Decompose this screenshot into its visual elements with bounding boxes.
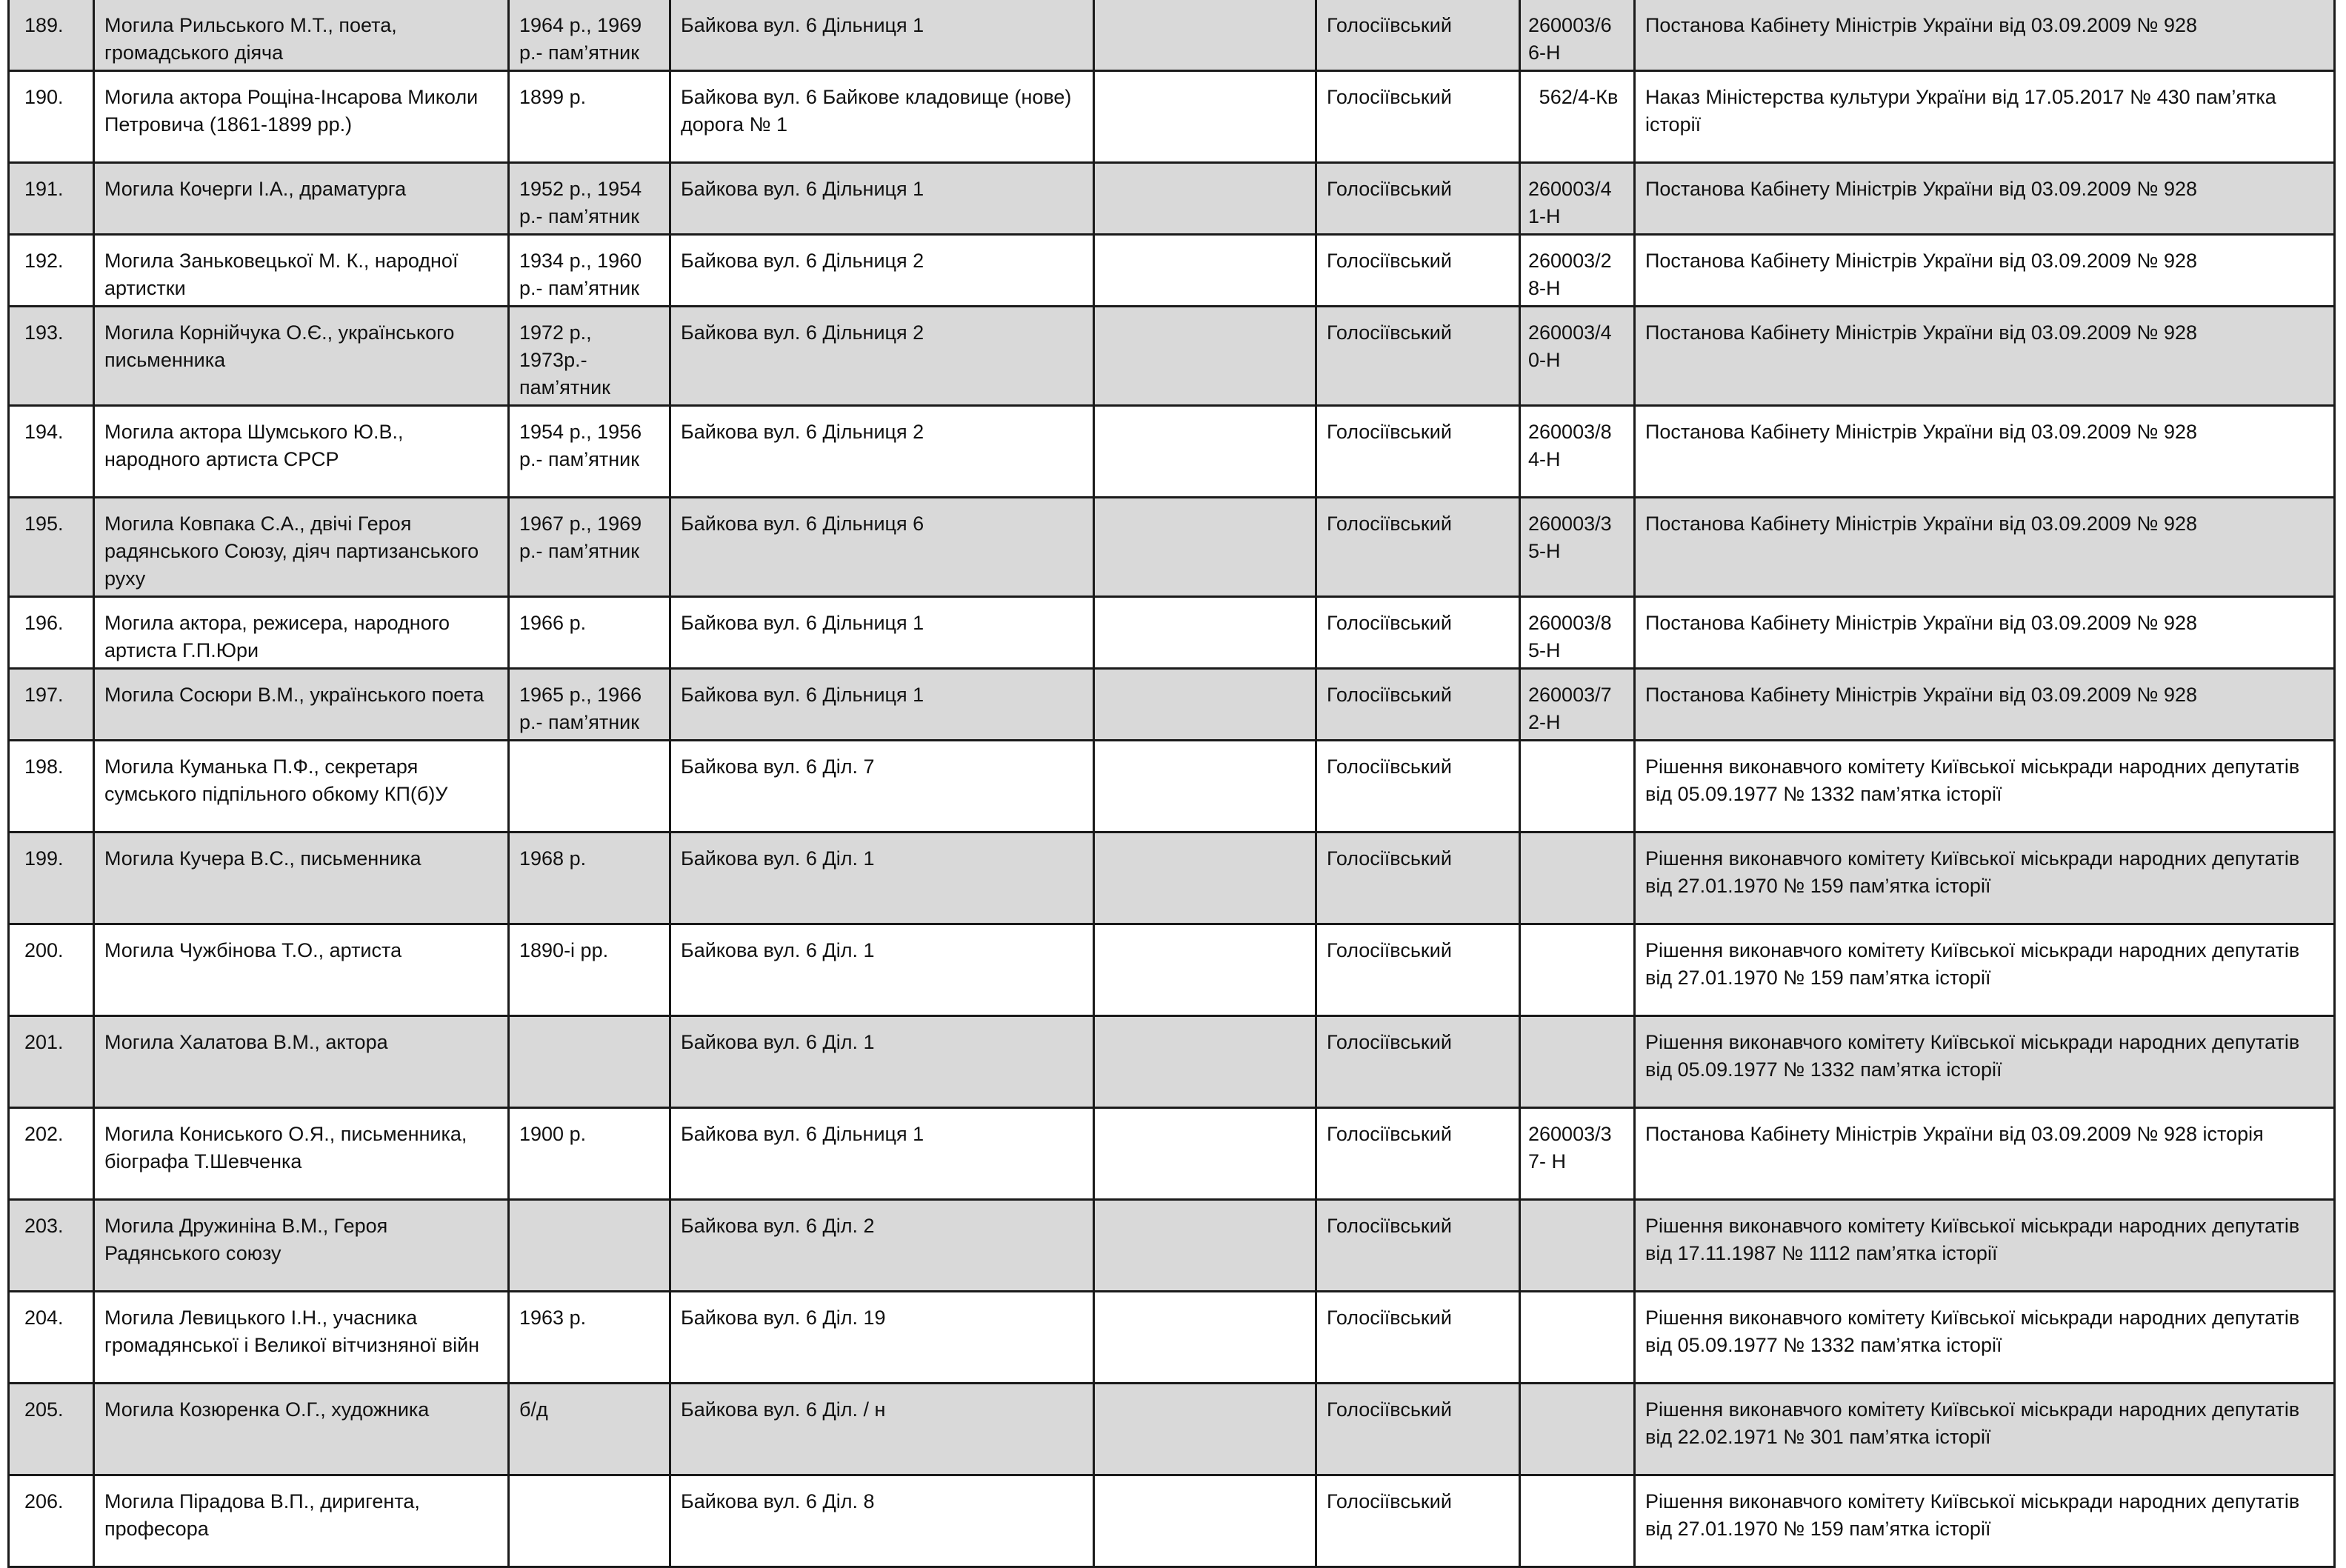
monument-date-cell: 1934 р., 1960 р.- пам’ятник <box>509 235 670 307</box>
legal-document-cell: Постанова Кабінету Міністрів України від 03.09.2009 № 928 <box>1635 163 2335 235</box>
monument-name-cell: Могила актора Рощіна-Інсарова Миколи Петровича (1861-1899 рр.) <box>94 71 509 163</box>
protection-number-cell: 260003/7 2-Н <box>1520 669 1635 741</box>
empty-column-cell-cell <box>1094 498 1316 597</box>
district-cell: Голосіївський <box>1316 163 1520 235</box>
monument-address-cell: Байкова вул. 6 Дільниця 1 <box>670 597 1094 669</box>
district-cell: Голосіївський <box>1316 71 1520 163</box>
table-row <box>9 1016 2335 1108</box>
row-number-cell: 191. <box>9 163 94 235</box>
monument-date-cell: 1967 р., 1969 р.- пам’ятник <box>509 498 670 597</box>
monument-date-cell: 1966 р. <box>509 597 670 669</box>
table-body <box>9 0 2335 1567</box>
monument-date-cell: 1972 р., 1973р.- пам’ятник <box>509 307 670 406</box>
legal-document-cell: Рішення виконавчого комітету Київської міськради народних депутатів від 05.09.1977 № 1332 пам’ятка історії <box>1635 741 2335 833</box>
legal-document-cell: Рішення виконавчого комітету Київської міськради народних депутатів від 22.02.1971 № 301 пам’ятка історії <box>1635 1384 2335 1475</box>
protection-number-cell: 260003/4 1-Н <box>1520 163 1635 235</box>
district-cell: Голосіївський <box>1316 406 1520 498</box>
legal-document-cell: Постанова Кабінету Міністрів України від 03.09.2009 № 928 <box>1635 669 2335 741</box>
empty-column-cell-cell <box>1094 163 1316 235</box>
empty-column-cell-cell <box>1094 406 1316 498</box>
protection-number-cell <box>1520 1200 1635 1292</box>
monument-name-cell: Могила Пірадова В.П., диригента, професора <box>94 1475 509 1567</box>
row-number-cell: 199. <box>9 833 94 924</box>
monument-name-cell: Могила Корнійчука О.Є., українського письменника <box>94 307 509 406</box>
row-number-cell: 202. <box>9 1108 94 1200</box>
district-cell: Голосіївський <box>1316 1108 1520 1200</box>
protection-number-cell: 260003/3 7- Н <box>1520 1108 1635 1200</box>
monument-address-cell: Байкова вул. 6 Діл. 1 <box>670 924 1094 1016</box>
table-row <box>9 924 2335 1016</box>
empty-column-cell-cell <box>1094 235 1316 307</box>
district-cell: Голосіївський <box>1316 833 1520 924</box>
legal-document-cell: Постанова Кабінету Міністрів України від 03.09.2009 № 928 <box>1635 235 2335 307</box>
monument-name-cell: Могила актора Шумського Ю.В., народного артиста СРСР <box>94 406 509 498</box>
legal-document-cell: Постанова Кабінету Міністрів України від 03.09.2009 № 928 <box>1635 0 2335 71</box>
district-cell: Голосіївський <box>1316 1475 1520 1567</box>
monument-name-cell: Могила Дружиніна В.М., Героя Радянського союзу <box>94 1200 509 1292</box>
monument-name-cell: Могила актора, режисера, народного артиста Г.П.Юри <box>94 597 509 669</box>
table-row <box>9 71 2335 163</box>
row-number-cell: 203. <box>9 1200 94 1292</box>
empty-column-cell-cell <box>1094 1200 1316 1292</box>
monument-date-cell: 1968 р. <box>509 833 670 924</box>
empty-column-cell-cell <box>1094 669 1316 741</box>
protection-number-cell: 260003/3 5-Н <box>1520 498 1635 597</box>
monument-date-cell: 1963 р. <box>509 1292 670 1384</box>
row-number-cell: 206. <box>9 1475 94 1567</box>
monument-name-cell: Могила Козюренка О.Г., художника <box>94 1384 509 1475</box>
legal-document-cell: Рішення виконавчого комітету Київської міськради народних депутатів від 05.09.1977 № 1332 пам’ятка історії <box>1635 1016 2335 1108</box>
row-number-cell: 195. <box>9 498 94 597</box>
row-number-cell: 189. <box>9 0 94 71</box>
legal-document-cell: Рішення виконавчого комітету Київської міськради народних депутатів від 27.01.1970 № 159 пам’ятка історії <box>1635 833 2335 924</box>
protection-number-cell <box>1520 1384 1635 1475</box>
table-row <box>9 833 2335 924</box>
empty-column-cell-cell <box>1094 1108 1316 1200</box>
monument-name-cell: Могила Чужбінова Т.О., артиста <box>94 924 509 1016</box>
table-row <box>9 1384 2335 1475</box>
empty-column-cell-cell <box>1094 597 1316 669</box>
table-row <box>9 1292 2335 1384</box>
monument-address-cell: Байкова вул. 6 Дільниця 2 <box>670 307 1094 406</box>
empty-column-cell-cell <box>1094 71 1316 163</box>
monument-address-cell: Байкова вул. 6 Діл. 2 <box>670 1200 1094 1292</box>
monument-address-cell: Байкова вул. 6 Діл. 1 <box>670 833 1094 924</box>
table-row <box>9 741 2335 833</box>
monument-address-cell: Байкова вул. 6 Дільниця 2 <box>670 235 1094 307</box>
monument-address-cell: Байкова вул. 6 Дільниця 1 <box>670 163 1094 235</box>
row-number-cell: 190. <box>9 71 94 163</box>
legal-document-cell: Рішення виконавчого комітету Київської міськради народних депутатів від 27.01.1970 № 159 пам’ятка історії <box>1635 1475 2335 1567</box>
district-cell: Голосіївський <box>1316 924 1520 1016</box>
district-cell: Голосіївський <box>1316 307 1520 406</box>
table-row <box>9 669 2335 741</box>
table-row <box>9 163 2335 235</box>
monument-date-cell: 1952 р., 1954 р.- пам’ятник <box>509 163 670 235</box>
legal-document-cell: Постанова Кабінету Міністрів України від 03.09.2009 № 928 історія <box>1635 1108 2335 1200</box>
monument-name-cell: Могила Левицького І.Н., учасника громадянської і Великої вітчизняної війн <box>94 1292 509 1384</box>
monument-name-cell: Могила Ковпака С.А., двічі Героя радянського Союзу, діяч партизанського руху <box>94 498 509 597</box>
monument-name-cell: Могила Халатова В.М., актора <box>94 1016 509 1108</box>
monument-address-cell: Байкова вул. 6 Діл. 8 <box>670 1475 1094 1567</box>
monument-name-cell: Могила Заньковецької М. К., народної артистки <box>94 235 509 307</box>
protection-number-cell <box>1520 1292 1635 1384</box>
protection-number-cell: 260003/2 8-Н <box>1520 235 1635 307</box>
empty-column-cell-cell <box>1094 1292 1316 1384</box>
district-cell: Голосіївський <box>1316 1016 1520 1108</box>
legal-document-cell: Постанова Кабінету Міністрів України від 03.09.2009 № 928 <box>1635 307 2335 406</box>
monument-date-cell <box>509 1016 670 1108</box>
monument-date-cell: 1964 р., 1969 р.- пам’ятник <box>509 0 670 71</box>
monument-address-cell: Байкова вул. 6 Дільниця 1 <box>670 669 1094 741</box>
district-cell: Голосіївський <box>1316 597 1520 669</box>
legal-document-cell: Постанова Кабінету Міністрів України від 03.09.2009 № 928 <box>1635 498 2335 597</box>
protection-number-cell: 562/4-Кв <box>1520 71 1635 163</box>
row-number-cell: 192. <box>9 235 94 307</box>
legal-document-cell: Рішення виконавчого комітету Київської міськради народних депутатів від 27.01.1970 № 159 пам’ятка історії <box>1635 924 2335 1016</box>
row-number-cell: 201. <box>9 1016 94 1108</box>
table-row <box>9 498 2335 597</box>
protection-number-cell: 260003/8 5-Н <box>1520 597 1635 669</box>
protection-number-cell <box>1520 741 1635 833</box>
row-number-cell: 198. <box>9 741 94 833</box>
table-row <box>9 1108 2335 1200</box>
monument-address-cell: Байкова вул. 6 Дільниця 6 <box>670 498 1094 597</box>
row-number-cell: 200. <box>9 924 94 1016</box>
table-row <box>9 307 2335 406</box>
legal-document-cell: Рішення виконавчого комітету Київської міськради народних депутатів від 17.11.1987 № 1112 пам’ятка історії <box>1635 1200 2335 1292</box>
district-cell: Голосіївський <box>1316 0 1520 71</box>
table-row <box>9 1200 2335 1292</box>
protection-number-cell <box>1520 1475 1635 1567</box>
table-row <box>9 0 2335 71</box>
monument-address-cell: Байкова вул. 6 Дільниця 1 <box>670 0 1094 71</box>
monument-date-cell <box>509 1200 670 1292</box>
monument-date-cell: б/д <box>509 1384 670 1475</box>
empty-column-cell-cell <box>1094 0 1316 71</box>
empty-column-cell-cell <box>1094 924 1316 1016</box>
monument-name-cell: Могила Сосюри В.М., українського поета <box>94 669 509 741</box>
table-row <box>9 406 2335 498</box>
monument-date-cell: 1965 р., 1966 р.- пам’ятник <box>509 669 670 741</box>
row-number-cell: 193. <box>9 307 94 406</box>
monument-date-cell: 1899 р. <box>509 71 670 163</box>
district-cell: Голосіївський <box>1316 235 1520 307</box>
row-number-cell: 204. <box>9 1292 94 1384</box>
protection-number-cell: 260003/8 4-Н <box>1520 406 1635 498</box>
monument-address-cell: Байкова вул. 6 Діл. 19 <box>670 1292 1094 1384</box>
empty-column-cell-cell <box>1094 741 1316 833</box>
protection-number-cell <box>1520 1016 1635 1108</box>
row-number-cell: 194. <box>9 406 94 498</box>
monument-date-cell <box>509 741 670 833</box>
monument-name-cell: Могила Кочерги І.А., драматурга <box>94 163 509 235</box>
legal-document-cell: Постанова Кабінету Міністрів України від 03.09.2009 № 928 <box>1635 406 2335 498</box>
empty-column-cell-cell <box>1094 307 1316 406</box>
monument-address-cell: Байкова вул. 6 Діл. 7 <box>670 741 1094 833</box>
monument-date-cell: 1954 р., 1956 р.- пам’ятник <box>509 406 670 498</box>
monument-address-cell: Байкова вул. 6 Байкове кладовище (нове) дорога № 1 <box>670 71 1094 163</box>
table-row <box>9 235 2335 307</box>
monument-address-cell: Байкова вул. 6 Дільниця 1 <box>670 1108 1094 1200</box>
empty-column-cell-cell <box>1094 833 1316 924</box>
monuments-registry-table <box>7 0 2336 1568</box>
district-cell: Голосіївський <box>1316 1200 1520 1292</box>
legal-document-cell: Рішення виконавчого комітету Київської міськради народних депутатів від 05.09.1977 № 1332 пам’ятка історії <box>1635 1292 2335 1384</box>
monument-address-cell: Байкова вул. 6 Діл. / н <box>670 1384 1094 1475</box>
protection-number-cell <box>1520 833 1635 924</box>
table-row <box>9 597 2335 669</box>
district-cell: Голосіївський <box>1316 498 1520 597</box>
monument-name-cell: Могила Рильського М.Т., поета, громадського діяча <box>94 0 509 71</box>
row-number-cell: 196. <box>9 597 94 669</box>
row-number-cell: 197. <box>9 669 94 741</box>
empty-column-cell-cell <box>1094 1475 1316 1567</box>
district-cell: Голосіївський <box>1316 741 1520 833</box>
monument-name-cell: Могила Кучера В.С., письменника <box>94 833 509 924</box>
monument-date-cell: 1900 р. <box>509 1108 670 1200</box>
legal-document-cell: Постанова Кабінету Міністрів України від 03.09.2009 № 928 <box>1635 597 2335 669</box>
row-number-cell: 205. <box>9 1384 94 1475</box>
monument-name-cell: Могила Куманька П.Ф., секретаря сумського підпільного обкому КП(б)У <box>94 741 509 833</box>
district-cell: Голосіївський <box>1316 1292 1520 1384</box>
protection-number-cell: 260003/6 6-Н <box>1520 0 1635 71</box>
monument-date-cell: 1890-і рр. <box>509 924 670 1016</box>
protection-number-cell <box>1520 924 1635 1016</box>
table-row <box>9 1475 2335 1567</box>
legal-document-cell: Наказ Міністерства культури України від 17.05.2017 № 430 пам’ятка історії <box>1635 71 2335 163</box>
monument-date-cell <box>509 1475 670 1567</box>
monument-address-cell: Байкова вул. 6 Дільниця 2 <box>670 406 1094 498</box>
empty-column-cell-cell <box>1094 1384 1316 1475</box>
monument-address-cell: Байкова вул. 6 Діл. 1 <box>670 1016 1094 1108</box>
district-cell: Голосіївський <box>1316 669 1520 741</box>
district-cell: Голосіївський <box>1316 1384 1520 1475</box>
protection-number-cell: 260003/4 0-Н <box>1520 307 1635 406</box>
monument-name-cell: Могила Кониського О.Я., письменника, біографа Т.Шевченка <box>94 1108 509 1200</box>
empty-column-cell-cell <box>1094 1016 1316 1108</box>
